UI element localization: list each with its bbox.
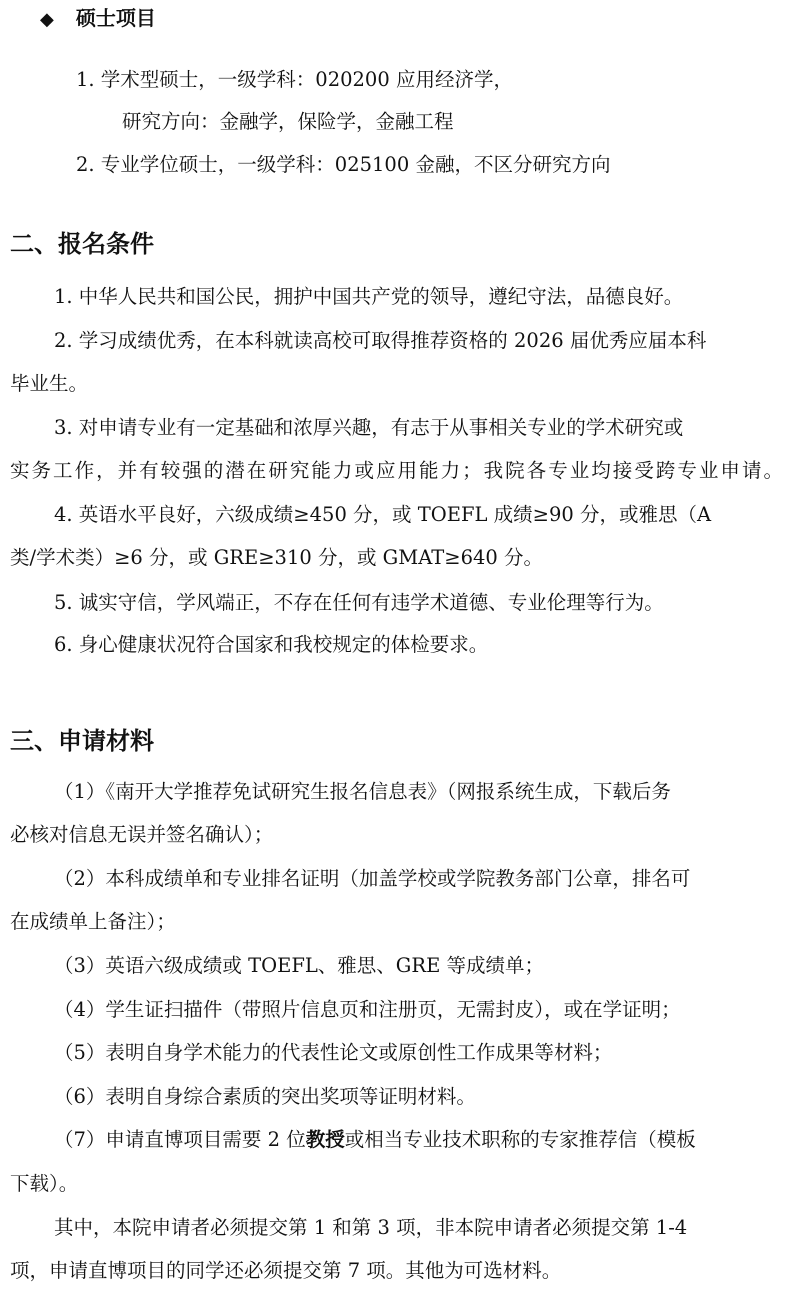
- masters-item-1: 1. 学术型硕士，一级学科：020200 应用经济学，: [76, 68, 513, 91]
- section-heading-requirements: 二、报名条件: [10, 230, 154, 258]
- requirement-1: 1. 中华人民共和国公民，拥护中国共产党的领导，遵纪守法，品德良好。: [54, 285, 684, 308]
- material-6: （6）表明自身综合素质的突出奖项等证明材料。: [54, 1085, 476, 1108]
- masters-item-2: 2. 专业学位硕士，一级学科：025100 金融，不区分研究方向: [76, 153, 611, 176]
- requirement-5: 5. 诚实守信，学风端正，不存在任何有违学术道德、专业伦理等行为。: [54, 591, 664, 614]
- material-4: （4）学生证扫描件（带照片信息页和注册页，无需封皮），或在学证明；: [54, 998, 681, 1021]
- material-2-line-1: （2）本科成绩单和专业排名证明（加盖学校或学院教务部门公章，排名可: [54, 867, 691, 890]
- diamond-icon: ◆: [40, 9, 54, 30]
- masters-item-1-directions: 研究方向：金融学，保险学，金融工程: [122, 110, 454, 133]
- section-heading-materials: 三、申请材料: [10, 727, 154, 755]
- material-7-line-1: [0, 1126, 793, 1154]
- material-1-line-2: 必核对信息无误并签名确认）；: [10, 823, 274, 846]
- material-3: （3）英语六级成绩或 TOEFL、雅思、GRE 等成绩单；: [54, 954, 545, 977]
- material-7-line-2: 下载）。: [10, 1172, 79, 1195]
- materials-note-line-2: 项，申请直博项目的同学还必须提交第 7 项。其他为可选材料。: [10, 1259, 562, 1282]
- masters-heading: [40, 4, 156, 34]
- material-7-prefix: （7）申请直博项目需要 2 位: [54, 1128, 306, 1151]
- requirement-2-line-2: 毕业生。: [10, 372, 89, 395]
- materials-note-line-1: 其中，本院申请者必须提交第 1 和第 3 项，非本院申请者必须提交第 1-4: [54, 1216, 688, 1239]
- material-1-line-1: （1）《南开大学推荐免试研究生报名信息表》（网报系统生成，下载后务: [54, 780, 671, 803]
- masters-title: 硕士项目: [75, 6, 156, 30]
- material-5: （5）表明自身学术能力的代表性论文或原创性工作成果等材料；: [54, 1041, 613, 1064]
- requirement-4-line-1: 4. 英语水平良好，六级成绩≥450 分，或 TOEFL 成绩≥90 分，或雅思（A: [54, 503, 712, 526]
- material-7-bold-professor: 教授: [305, 1128, 345, 1151]
- requirement-6: 6. 身心健康状况符合国家和我校规定的体检要求。: [54, 633, 489, 656]
- material-7-suffix: 或相当专业技术职称的专家推荐信（模板: [344, 1128, 696, 1151]
- requirement-2-line-1: 2. 学习成绩优秀，在本科就读高校可取得推荐资格的 2026 届优秀应届本科: [54, 329, 707, 352]
- material-2-line-2: 在成绩单上备注）；: [10, 910, 176, 933]
- requirement-4-line-2: 类/学术类）≥6 分，或 GRE≥310 分，或 GMAT≥640 分。: [10, 546, 543, 569]
- requirement-3-line-2: 实务工作，并有较强的潜在研究能力或应用能力；我院各专业均接受跨专业申请。: [10, 459, 783, 482]
- requirement-3-line-1: 3. 对申请专业有一定基础和浓厚兴趣，有志于从事相关专业的学术研究或: [54, 416, 684, 439]
